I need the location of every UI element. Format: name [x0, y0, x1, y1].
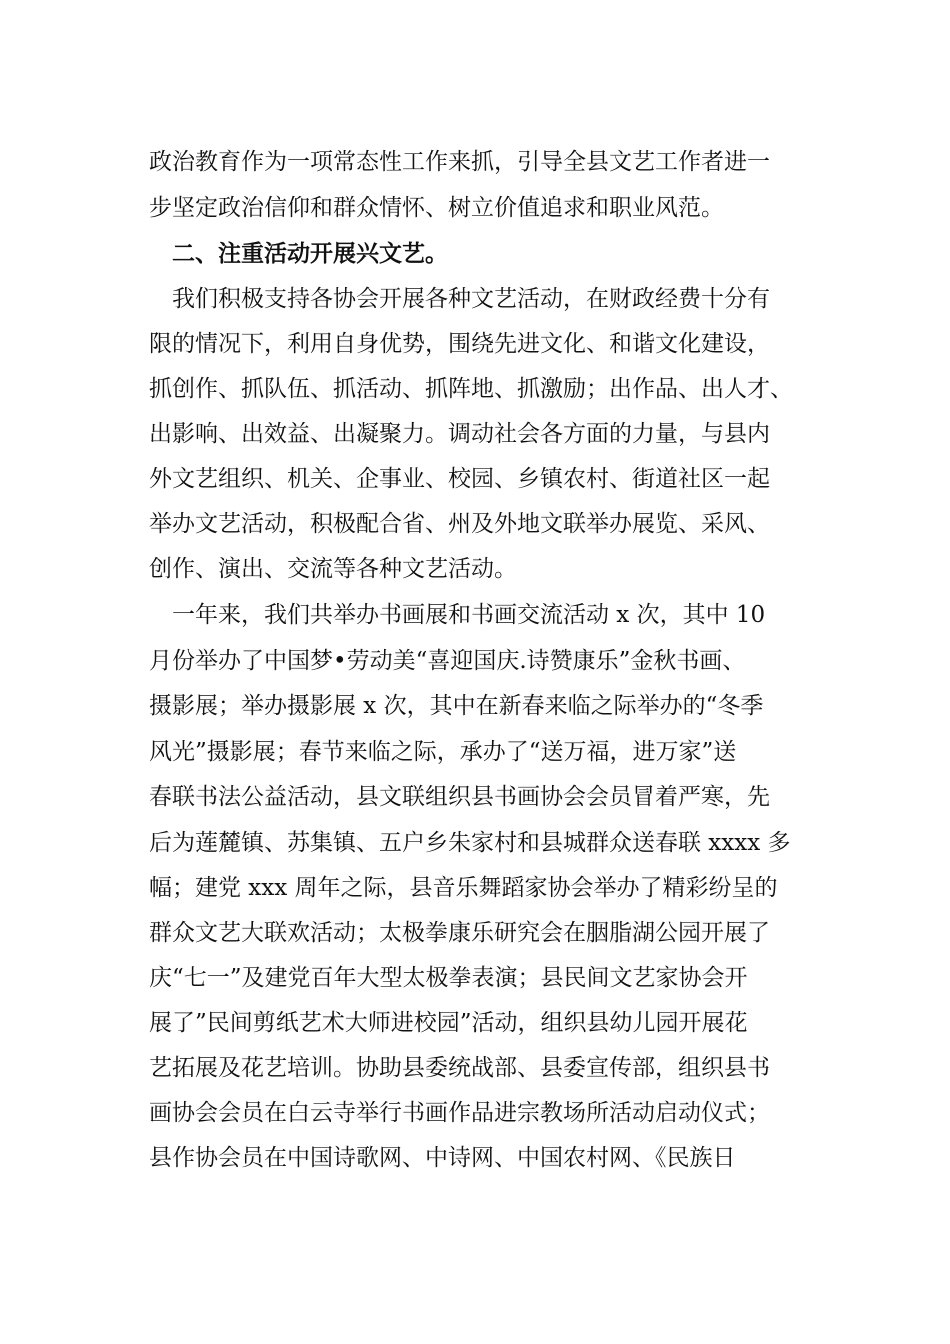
text-line: 县作协会员在中国诗歌网、中诗网、中国农村网、《民族日 [149, 1145, 736, 1171]
text-line: 展了”民间剪纸艺术大师进校园”活动，组织县幼儿园开展花 [149, 1010, 748, 1036]
text-line: 步坚定政治信仰和群众情怀、树立价值追求和职业风范。 [149, 195, 724, 221]
text-line: 艺拓展及花艺培训。协助县委统战部、县委宣传部，组织县书 [149, 1055, 770, 1081]
text-line: 群众文艺大联欢活动；太极拳康乐研究会在胭脂湖公园开展了 [149, 920, 770, 946]
section-heading: 二、注重活动开展兴文艺。 [149, 241, 448, 267]
text-line: 摄影展；举办摄影展 x 次，其中在新春来临之际举办的“冬季 [149, 693, 764, 719]
text-line: 举办文艺活动，积极配合省、州及外地文联举办展览、采风、 [149, 511, 770, 537]
text-line: 出影响、出效益、出凝聚力。调动社会各方面的力量，与县内 [149, 421, 770, 447]
text-line: 风光”摄影展；春节来临之际，承办了“送万福，进万家”送 [149, 739, 737, 765]
text-line: 外文艺组织、机关、企事业、校园、乡镇农村、街道社区一起 [149, 466, 770, 492]
text-line: 画协会会员在白云寺举行书画作品进宗教场所活动启动仪式； [149, 1100, 770, 1126]
text-line: 我们积极支持各协会开展各种文艺活动，在财政经费十分有 [149, 286, 770, 312]
text-line: 政治教育作为一项常态性工作来抓，引导全县文艺工作者进一 [149, 149, 770, 175]
text-line: 月份举办了中国梦•劳动美“喜迎国庆.诗赞康乐”金秋书画、 [149, 648, 746, 674]
text-line: 一年来，我们共举办书画展和书画交流活动 x 次，其中 10 [149, 602, 766, 628]
text-line: 幅；建党 xxx 周年之际，县音乐舞蹈家协会举办了精彩纷呈的 [149, 875, 778, 901]
text-line: 创作、演出、交流等各种文艺活动。 [149, 556, 517, 582]
text-line: 抓创作、抓队伍、抓活动、抓阵地、抓激励；出作品、出人才、 [149, 376, 793, 402]
text-line: 庆“七一”及建党百年大型太极拳表演；县民间文艺家协会开 [149, 965, 748, 991]
text-line: 限的情况下，利用自身优势，围绕先进文化、和谐文化建设， [149, 331, 770, 357]
text-line: 后为莲麓镇、苏集镇、五户乡朱家村和县城群众送春联 xxxx 多 [149, 830, 791, 856]
text-line: 春联书法公益活动，县文联组织县书画协会会员冒着严寒，先 [149, 784, 770, 810]
